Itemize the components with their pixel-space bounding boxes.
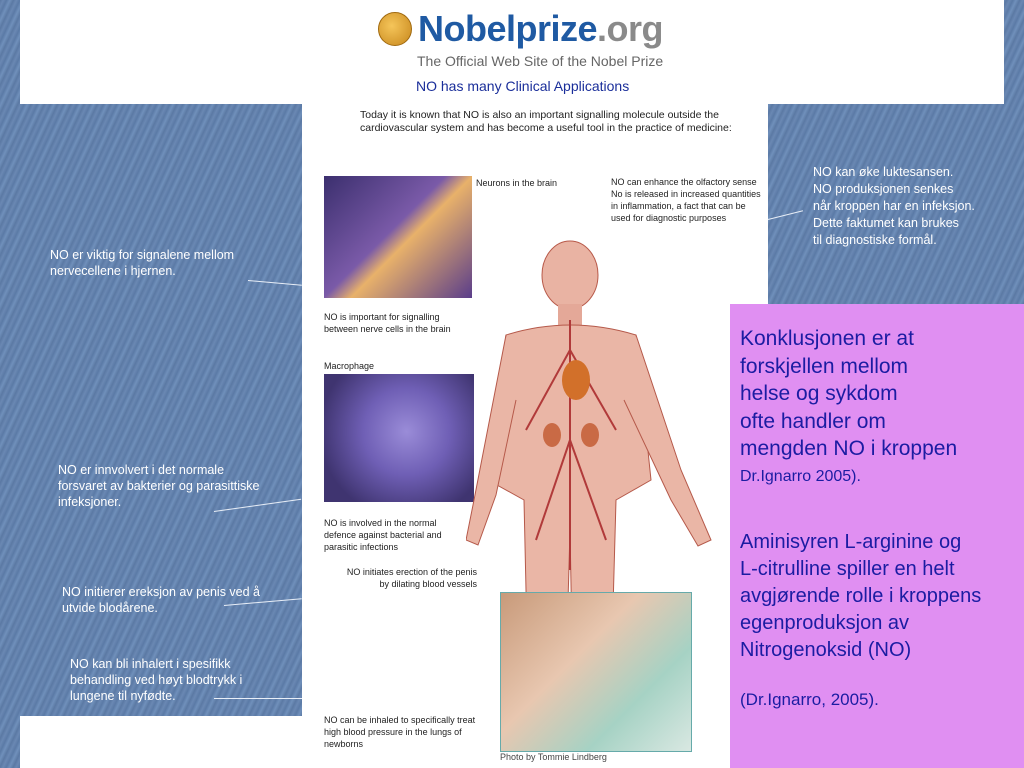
amino-reference: (Dr.Ignarro, 2005). (740, 690, 879, 709)
amino-line2: L-citrulline spiller en helt (740, 558, 955, 580)
note-smell-line3: når kroppen har en infeksjon. (813, 199, 975, 213)
label-macrophage: Macrophage (324, 361, 375, 371)
amino-line4: egenproduksjon av (740, 612, 910, 634)
conclusion-text (740, 325, 1020, 490)
connector-signalling (248, 280, 302, 286)
newborn-photo (500, 592, 692, 752)
conclusion-line4: ofte handler om (740, 409, 886, 433)
caption-signalling: NO is important for signalling between nerve cells in the brain (324, 312, 451, 334)
amino-line5: Nitrogenoksid (NO) (740, 639, 912, 661)
nobel-medal-icon (378, 12, 412, 46)
amino-text (740, 529, 1022, 664)
conclusion-line2: forskjellen mellom (740, 354, 909, 378)
figure-intro: Today it is known that NO is also an important signalling molecule outside the cardiovascular system and has become a useful tool in the practice of medicine: (360, 109, 732, 134)
bottom-band (20, 716, 302, 768)
caption-erection: NO initiates erection of the penis by dilating blood vessels (346, 567, 477, 589)
photo-credit: Photo by Tommie Lindberg (500, 752, 607, 762)
conclusion-reference: Dr.Ignarro 2005). (740, 467, 861, 485)
note-smell-line1: NO kan øke luktesansen. (813, 165, 954, 179)
conclusion-line3: helse og sykdom (740, 382, 898, 405)
macrophage-image (324, 374, 474, 502)
note-smell (813, 164, 975, 249)
conclusion-line1: Konklusjonen er at (740, 327, 914, 350)
conclusion-line5: mengden NO i kroppen (740, 437, 958, 460)
amino-line3: avgjørende rolle i kroppens (740, 585, 982, 607)
amino-line1: Aminisyren L-arginine og (740, 531, 962, 553)
note-smell-line4: Dette faktumet kan brukes (813, 216, 959, 230)
logo-main-text: Nobelprize (418, 8, 598, 49)
label-neurons: Neurons in the brain (476, 178, 558, 188)
caption-defence: NO is involved in the normal defence against bacterial and parasitic infections (324, 518, 442, 552)
note-defence: NO er innvolvert i det normale forsvaret av bakterier og parasittiske infeksjoner. (58, 463, 260, 509)
connector-inhaled (214, 698, 302, 699)
nobelprize-logo[interactable] (378, 8, 663, 50)
caption-inhaled: NO can be inhaled to specifically treat high blood pressure in the lungs of newborns (324, 715, 476, 749)
logo-suffix-text: .org (597, 8, 664, 49)
site-tagline: The Official Web Site of the Nobel Prize (417, 53, 664, 69)
note-erection: NO initierer ereksjon av penis ved å utvide blodårene. (62, 585, 261, 615)
neurons-image (324, 176, 472, 298)
note-inhaled: NO kan bli inhalert i spesifikk behandling ved høyt blodtrykk i lungene til nyfødte. (70, 657, 243, 703)
caption-olfactory: NO can enhance the olfactory sense No is released in increased quantities in inflammation, a fact that can be used for diagnostic purposes (611, 177, 761, 223)
connector-smell (768, 210, 803, 220)
note-signalling: NO er viktig for signalene mellom nervecellene i hjernen. (50, 248, 235, 278)
note-smell-line2: NO produksjonen senkes (813, 182, 954, 196)
figure-title: NO has many Clinical Applications (416, 78, 630, 94)
note-smell-line5: til diagnostiske formål. (813, 233, 937, 247)
